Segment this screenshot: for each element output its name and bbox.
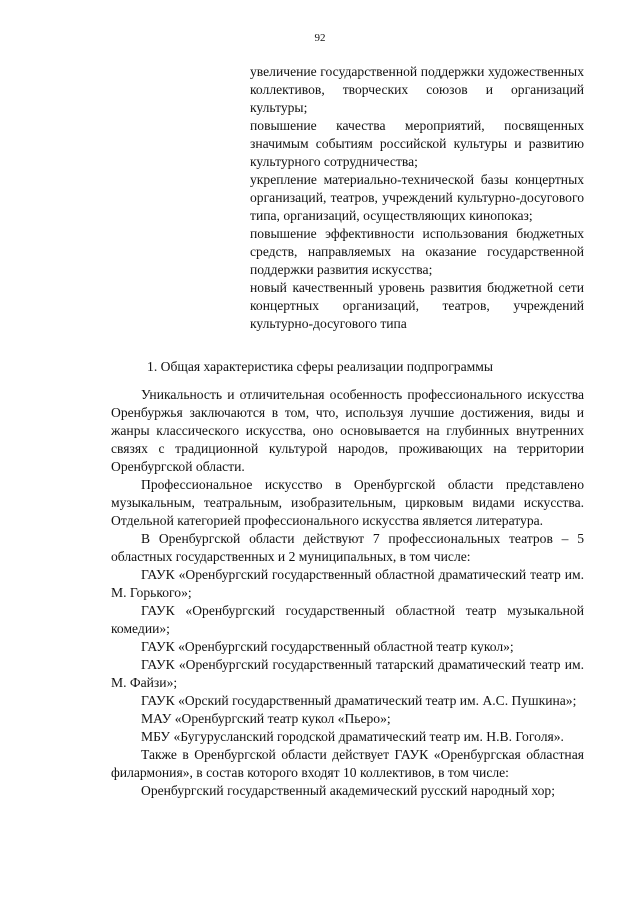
paragraph: В Оренбургской области действуют 7 профессиональных театров – 5 областных государственных и 2 муниципальных, в том числе: xyxy=(111,531,584,564)
paragraph: Профессиональное искусство в Оренбургской области представлено музыкальным, театральным, изобразительным, цирковым видами искусства. Отдельной категорией профессионального искусства является литература. xyxy=(111,477,584,528)
paragraph: ГАУК «Оренбургский государственный областной драматический театр им. М. Горького»; xyxy=(111,567,584,600)
paragraph: ГАУК «Оренбургский государственный областной театр музыкальной комедии»; xyxy=(111,603,584,636)
page-number: 92 xyxy=(314,32,326,44)
paragraph: МБУ «Бугурусланский городской драматический театр им. Н.В. Гоголя». xyxy=(141,729,564,744)
list-item: новый качественный уровень развития бюджетной сети концертных организаций, театров, учреждений культурно-досугового типа xyxy=(250,280,584,331)
paragraph: МАУ «Оренбургский театр кукол «Пьеро»; xyxy=(141,711,391,726)
body-text xyxy=(111,386,584,800)
list-item: укрепление материально-технической базы концертных организаций, театров, учреждений культурно-досугового типа, организаций, осуществляющих кинопоказ; xyxy=(250,172,584,223)
paragraph: ГАУК «Оренбургский государственный областной театр кукол»; xyxy=(141,639,514,654)
paragraph: Оренбургский государственный академический русский народный хор; xyxy=(141,783,555,798)
paragraph: Также в Оренбургской области действует ГАУК «Оренбургская областная филармония», в состав которого входят 10 коллективов, в том числе: xyxy=(111,747,584,780)
section-heading: 1. Общая характеристика сферы реализации подпрограммы xyxy=(147,359,493,374)
indented-list xyxy=(250,63,584,333)
paragraph: ГАУК «Орский государственный драматический театр им. А.С. Пушкина»; xyxy=(141,693,577,708)
list-item: увеличение государственной поддержки художественных коллективов, творческих союзов и организаций культуры; xyxy=(250,64,584,115)
list-item: повышение эффективности использования бюджетных средств, направляемых на оказание государственной поддержки развития искусства; xyxy=(250,226,584,277)
paragraph: Уникальность и отличительная особенность профессионального искусства Оренбуржья заключаются в том, что, используя лучшие достижения, виды и жанры классического искусства, оно основывается на глубинных внутренних связях с традиционной культурой народов, проживающих на территории Оренбургской области. xyxy=(111,387,584,474)
paragraph: ГАУК «Оренбургский государственный татарский драматический театр им. М. Файзи»; xyxy=(111,657,584,690)
list-item: повышение качества мероприятий, посвященных значимым событиям российской культуры и развитию культурного сотрудничества; xyxy=(250,118,584,169)
